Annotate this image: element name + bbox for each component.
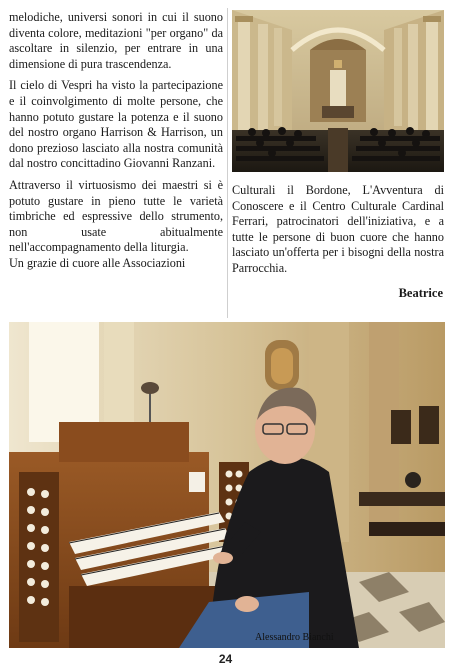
- right-text-column: [232, 183, 444, 277]
- organist-photo: [9, 322, 445, 648]
- paragraph-2: Il cielo di Vespri ha visto la partecipazione e il coinvolgimento di molte persone, che hanno potuto gustare la potenza e il suono del nostro organo Harrison & Harrison, un dono prezioso lasciato alla nostra comunità dal nostro concittadino Giovanni Ranzani.: [9, 78, 223, 171]
- page-number: 24: [218, 652, 233, 666]
- paragraph-4: Un grazie di cuore alle Associazioni: [9, 255, 186, 270]
- column-divider: [227, 8, 228, 318]
- author-signature: Beatrice: [398, 286, 443, 300]
- paragraph-5: Culturali il Bordone, L'Avventura di Conoscere e il Centro Culturale Cardinal Ferrari, patrocinatori dell'iniziativa, e a tutte le persone di buon cuore che hanno lasciato un'offerta per i bisogni della nostra Parrocchia.: [232, 183, 444, 275]
- photo-caption: Alessandro Bianchi: [255, 632, 334, 643]
- paragraph-1: melodiche, universi sonori in cui il suono diventa colore, meditazioni "per organo" da ascoltare in silenzio, per entrare in una dimensione di pura trascendenza.: [9, 10, 223, 71]
- church-interior-photo: [232, 10, 444, 172]
- paragraph-3: Attraverso il virtuosismo dei maestri si è potuto gustare in pieno tutte le varietà timbriche ed espressive dello strumento, non usate abitualmente nell'accompagnamento della liturgia.: [9, 177, 223, 255]
- left-text-column: [9, 10, 223, 278]
